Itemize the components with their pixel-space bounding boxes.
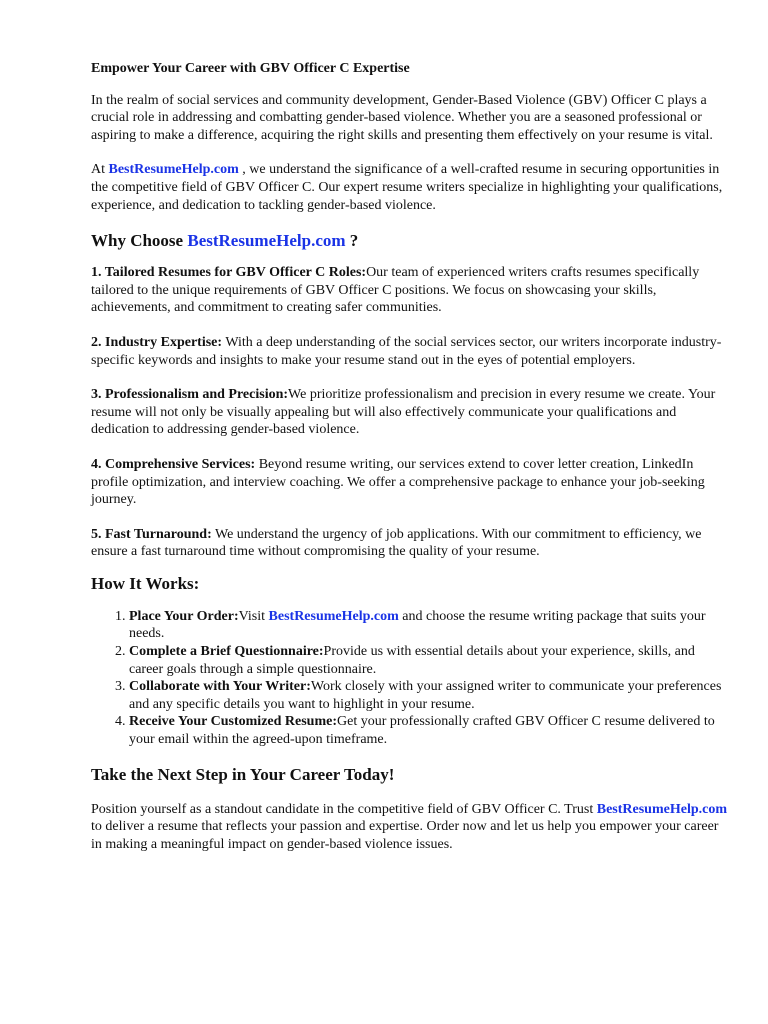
feature-item [91,456,731,509]
step-title: Collaborate with Your Writer: [129,679,311,695]
intro-paragraph: In the realm of social services and community development, Gender-Based Violence (GBV) Officer C plays a crucial role in addressing and combatting gender-based violence. Whether you are a seasoned professional or aspiring to make a difference, acquiring the right skills and presenting them effectively on your resume is vital. [91,92,713,143]
feature-text: With a deep understanding of the social services sector, our writers incorporate industry-specific keywords and insights to make your resume stand out in the eyes of potential employers. [91,334,722,368]
feature-title: 2. Industry Expertise: [91,334,223,350]
list-item [129,713,731,748]
step-text: Get your professionally crafted GBV Officer C resume delivered to your email within the agreed-upon timeframe. [129,714,715,748]
closing-paragraph [91,801,731,854]
feature-text: We understand the urgency of job applications. With our commitment to efficiency, we ensure a fast turnaround time without compromising the quality of your resume. [91,526,702,560]
feature-item [91,526,731,561]
feature-item [91,264,731,317]
list-item [129,608,731,643]
document-content [91,60,731,870]
step-title: Complete a Brief Questionnaire: [129,644,324,660]
brand-link-step[interactable]: BestResumeHelp.com [268,608,399,624]
feature-title: 3. Professionalism and Precision: [91,387,289,403]
step-text: and choose the resume writing package that suits your needs. [129,608,706,642]
brand-link-heading[interactable]: BestResumeHelp.com [187,231,346,251]
why-choose-heading [91,231,731,251]
feature-text: We prioritize professionalism and precision in every resume we create. Your resume will not only be visually appealing but will also effectively communicate your qualifications and dedication to addressing gender-based violence. [91,387,716,438]
page-title: Empower Your Career with GBV Officer C Expertise [91,61,410,76]
feature-text: Our team of experienced writers crafts resumes specifically tailored to the unique requirements of GBV Officer C positions. We focus on showcasing your skills, achievements, and commitment to creating safer communities. [91,265,700,316]
step-text: Work closely with your assigned writer to communicate your preferences and any specific details you want to highlight in your resume. [129,679,722,712]
closing-text-post: to deliver a resume that reflects your passion and expertise. Order now and let us help you empower your career in making a meaningful impact on gender-based violence issues. [91,819,719,852]
list-item [129,643,731,678]
why-choose-prefix: Why Choose [91,231,184,251]
why-choose-suffix: ? [349,231,359,251]
step-title: Place Your Order: [129,608,239,624]
how-it-works-heading: How It Works: [91,573,200,593]
feature-text: Beyond resume writing, our services extend to cover letter creation, LinkedIn profile optimization, and interview coaching. We offer a comprehensive package to enhance your job-seeking journey. [91,456,705,508]
step-title: Receive Your Customized Resume: [129,714,338,730]
step-text: Provide us with essential details about your experience, skills, and career goals through a simple questionnaire. [129,644,695,677]
brand-link-closing[interactable]: BestResumeHelp.com [596,801,728,817]
closing-text-pre: Position yourself as a standout candidate in the competitive field of GBV Officer C. Trust [91,801,594,817]
feature-item [91,334,731,369]
steps-list [91,608,731,749]
feature-title: 5. Fast Turnaround: [91,526,212,542]
brand-link[interactable]: BestResumeHelp.com [108,162,239,178]
list-item [129,678,731,713]
feature-title: 4. Comprehensive Services: [91,456,256,472]
about-paragraph [91,161,731,214]
step-pre: Visit [238,608,266,624]
next-step-heading: Take the Next Step in Your Career Today! [91,764,395,784]
about-prefix: At [91,162,105,178]
about-text: , we understand the significance of a well-crafted resume in securing opportunities in the competitive field of GBV Officer C. Our expert resume writers specialize in highlighting your qualifications, experience, and dedication to tackling gender-based violence. [91,162,723,213]
feature-item [91,386,731,439]
feature-title: 1. Tailored Resumes for GBV Officer C Roles: [91,265,367,281]
